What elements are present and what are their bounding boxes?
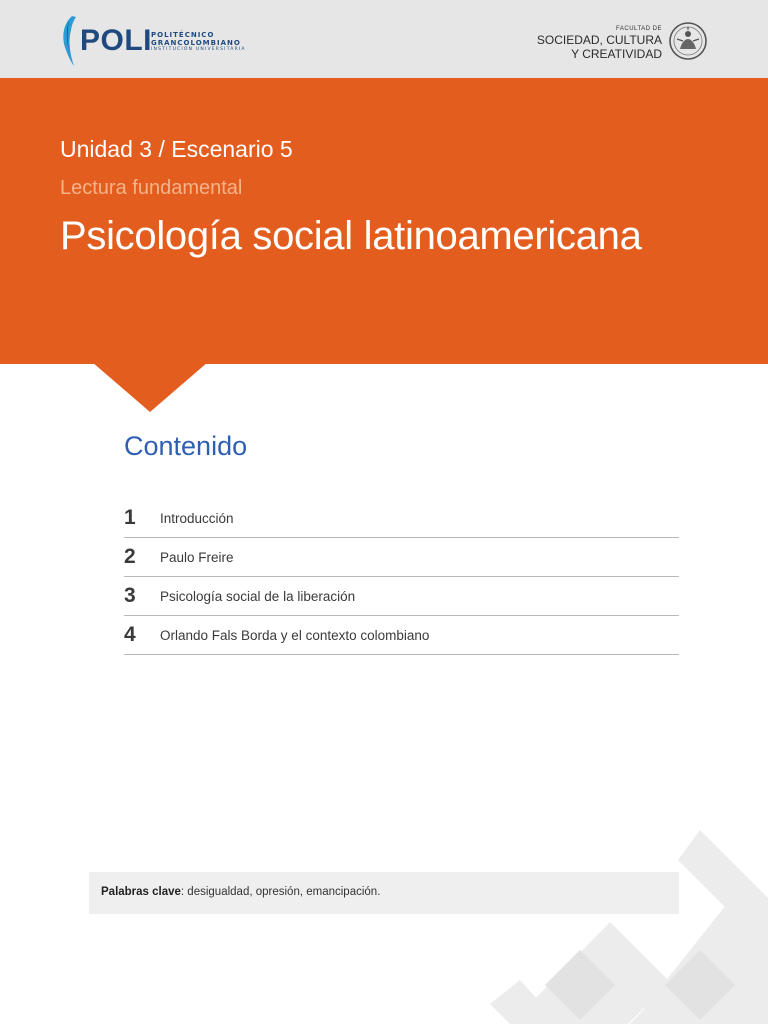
reading-type-label: Lectura fundamental	[60, 177, 243, 199]
banner-pointer-triangle	[92, 362, 208, 414]
toc-item[interactable]	[124, 577, 679, 616]
contents-heading: Contenido	[124, 431, 248, 461]
toc-item-label: Psicología social de la liberación	[160, 589, 356, 604]
table-of-contents	[124, 499, 679, 655]
toc-item[interactable]	[124, 499, 679, 538]
toc-item-label: Paulo Freire	[160, 550, 234, 565]
faculty-emblem-icon	[668, 21, 708, 61]
toc-item[interactable]	[124, 616, 679, 655]
faculty-line-1: SOCIEDAD, CULTURA	[536, 33, 662, 47]
toc-item-number: 3	[124, 584, 136, 607]
keywords-text	[101, 884, 380, 900]
keywords-values: : desigualdad, opresión, emancipación.	[180, 886, 381, 898]
decorative-diamond-pattern	[430, 830, 768, 1024]
poli-logo-mark-icon	[58, 14, 80, 68]
toc-item[interactable]	[124, 538, 679, 577]
faculty-line-2: Y CREATIVIDAD	[571, 47, 662, 61]
faculty-prefix: FACULTAD DE	[616, 26, 662, 32]
logo-line-3: INSTITUCIÓN UNIVERSITARIA	[151, 47, 246, 52]
logo-wordmark: POLI	[80, 24, 153, 57]
top-header	[0, 0, 768, 78]
unit-scenario-label: Unidad 3 / Escenario 5	[60, 136, 293, 162]
keywords-label: Palabras clave	[101, 886, 181, 898]
logo-line-1: POLITÉCNICO	[151, 31, 215, 39]
page-title: Psicología social latinoamericana	[60, 214, 642, 258]
toc-item-label: Introducción	[160, 511, 234, 526]
poli-logo	[58, 14, 248, 68]
toc-item-number: 4	[124, 623, 136, 646]
toc-item-number: 2	[124, 545, 136, 568]
faculty-name	[537, 26, 662, 61]
toc-item-number: 1	[124, 506, 136, 529]
toc-item-label: Orlando Fals Borda y el contexto colombiano	[160, 628, 430, 643]
keywords-box	[89, 872, 679, 914]
logo-subtitle	[151, 31, 246, 53]
logo-line-2: GRANCOLOMBIANO	[151, 39, 241, 47]
